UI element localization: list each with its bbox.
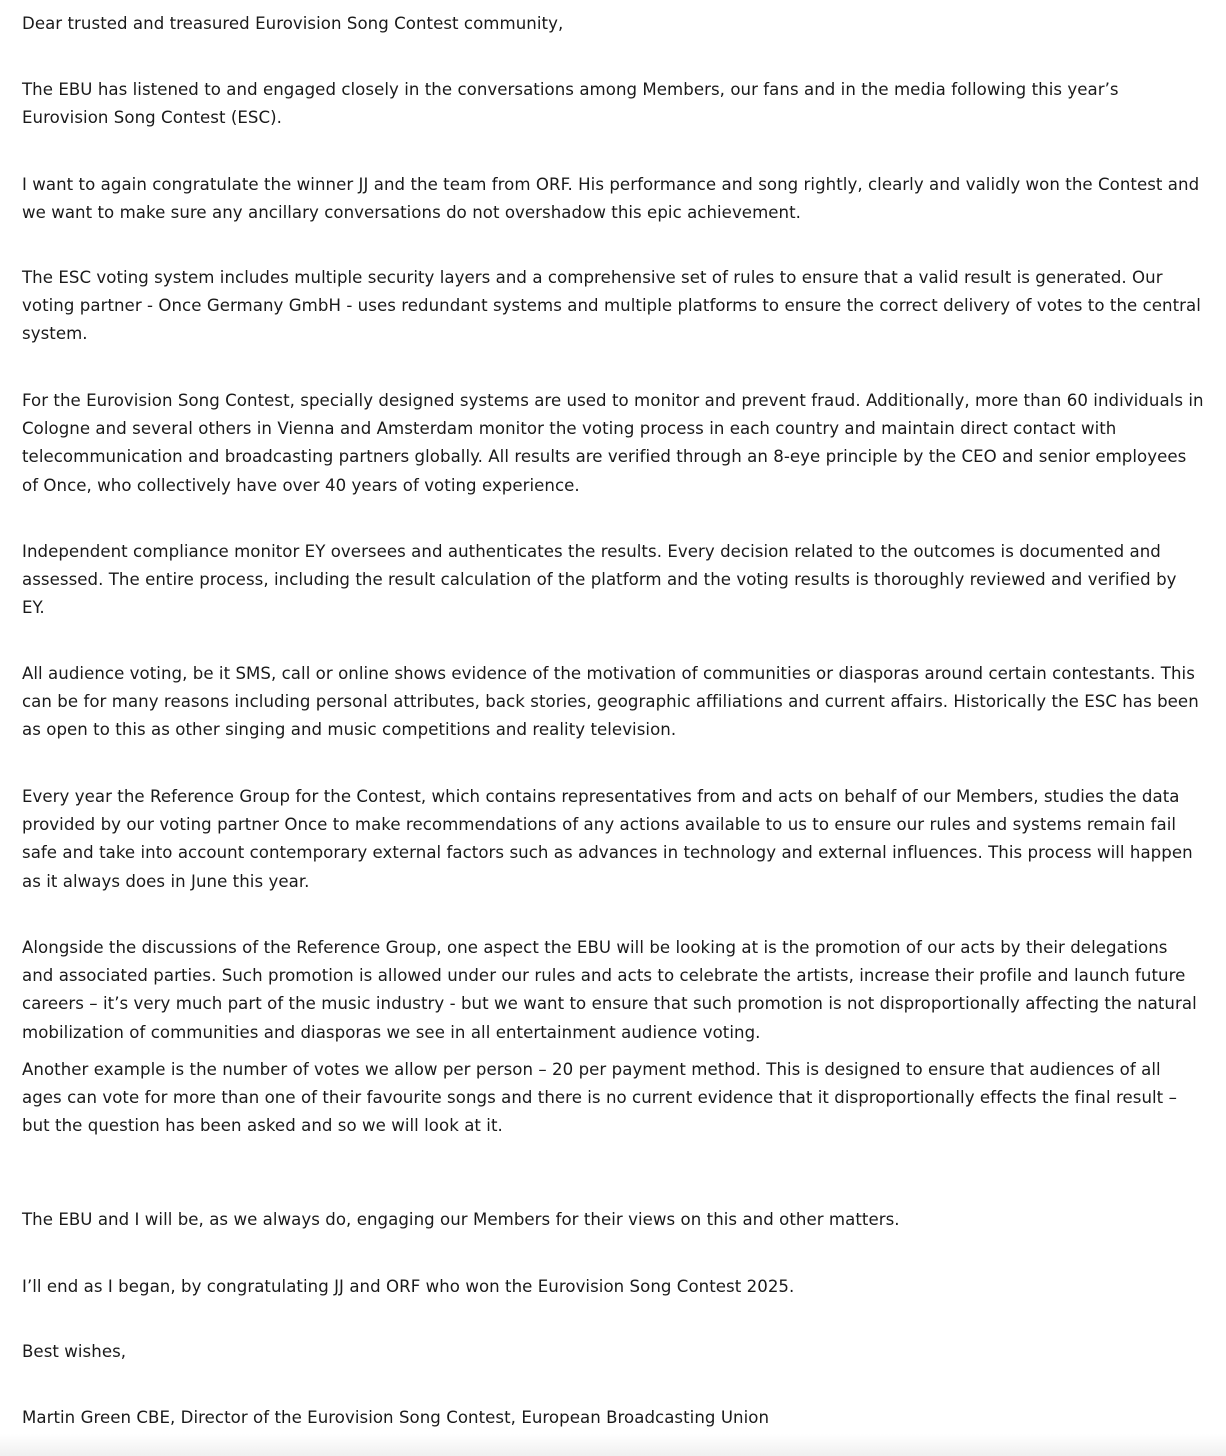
bottom-fade (0, 1434, 1226, 1456)
paragraph-fraud-monitoring: For the Eurovision Song Contest, specially designed systems are used to monitor and prevent fraud. Additionally, more than 60 individuals in Cologne and several others in Vienna and Amsterdam monitor the voting process in each country and maintain direct contact with telecommunication and broadcasting partners globally. All results are verified through an 8-eye principle by the CEO and senior employees of Once, who collectively have over 40 years of voting experience. (22, 391, 1204, 495)
paragraph-votes-per-person: Another example is the number of votes we allow per person – 20 per payment method. This is designed to ensure that audiences of all ages can vote for more than one of their favourite songs and there is no current evidence that it disproportionally effects the final result – but the question has been asked and so we will look at it. (22, 1060, 1177, 1136)
paragraph-compliance-monitor: Independent compliance monitor EY oversees and authenticates the results. Every decision related to the outcomes is documented and assessed. The entire process, including the result calculation of the platform and the voting results is thoroughly reviewed and verified by EY. (22, 542, 1177, 618)
letter-signature: Martin Green CBE, Director of the Eurovision Song Contest, European Broadcasting Union (22, 1408, 770, 1427)
paragraph-promotion: Alongside the discussions of the Reference Group, one aspect the EBU will be looking at is the promotion of our acts by their delegations and associated parties. Such promotion is allowed under our rules and acts to celebrate the artists, increase their profile and launch future careers – it’s very much part of the music industry - but we want to ensure that such promotion is not disproportionally affecting the natural mobilization of communities and diasporas we see in all entertainment audience voting. (22, 938, 1197, 1042)
paragraph-end-congratulations: I’ll end as I began, by congratulating JJ and ORF who won the Eurovision Song Contest 2025. (22, 1277, 795, 1296)
paragraph-congratulate-winner: I want to again congratulate the winner JJ and the team from ORF. His performance and song rightly, clearly and validly won the Contest and we want to make sure any ancillary conversations do not overshadow this epic achievement. (22, 175, 1200, 223)
paragraph-ebu-listened: The EBU has listened to and engaged closely in the conversations among Members, our fans and in the media following this year’s Eurovision Song Contest (ESC). (22, 80, 1119, 128)
paragraph-reference-group: Every year the Reference Group for the Contest, which contains representatives from and acts on behalf of our Members, studies the data provided by our voting partner Once to make recommendations of any actions available to us to ensure our rules and systems remain fail safe and take into account contemporary external factors such as advances in technology and external influences. This process will happen as it always does in June this year. (22, 787, 1193, 891)
paragraph-voting-system: The ESC voting system includes multiple security layers and a comprehensive set of rules to ensure that a valid result is generated. Our voting partner - Once Germany GmbH - uses redundant systems and multiple platforms to ensure the correct delivery of votes to the central system. (22, 268, 1201, 344)
paragraph-audience-voting: All audience voting, be it SMS, call or online shows evidence of the motivation of communities or diasporas around certain contestants. This can be for many reasons including personal attributes, back stories, geographic affiliations and current affairs. Historically the ESC has been as open to this as other singing and music competitions and reality television. (22, 664, 1199, 740)
paragraph-engaging-members: The EBU and I will be, as we always do, engaging our Members for their views on this and other matters. (22, 1210, 900, 1229)
letter-closing: Best wishes, (22, 1342, 127, 1361)
letter-greeting: Dear trusted and treasured Eurovision Song Contest community, (22, 14, 564, 33)
